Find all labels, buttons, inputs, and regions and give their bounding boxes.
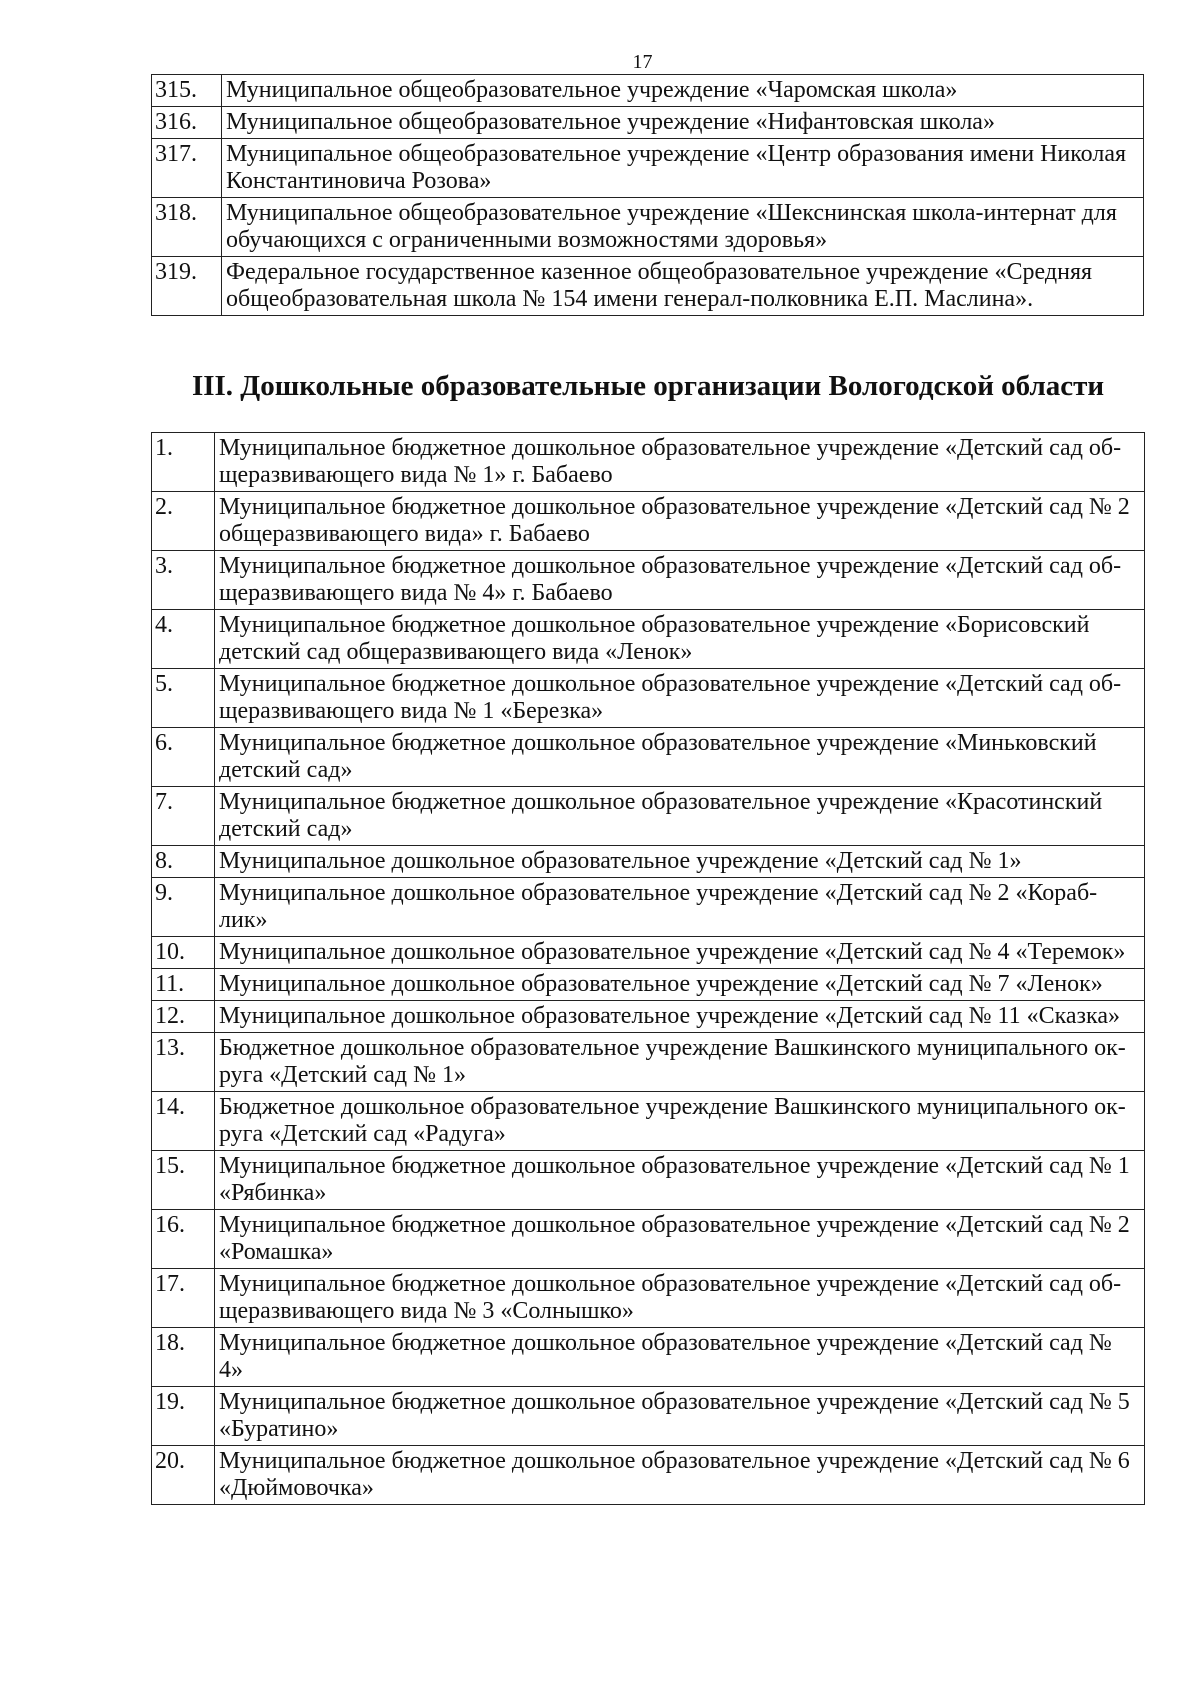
table-row [152, 139, 1144, 198]
institution-name: Муниципальное бюджетное дошкольное образовательное учреждение «Детский сад № 4» [215, 1328, 1145, 1387]
row-number: 15. [152, 1151, 215, 1210]
institution-name: Бюджетное дошкольное образовательное учреждение Вашкинского муниципального ок-руга «Детский сад № 1» [215, 1033, 1145, 1092]
table-row [152, 610, 1145, 669]
institution-name: Муниципальное бюджетное дошкольное образовательное учреждение «Детский сад № 6 «Дюймовочка» [215, 1446, 1145, 1505]
preschool-table-body [152, 433, 1145, 1505]
institution-name: Муниципальное бюджетное дошкольное образовательное учреждение «Красотинский детский сад» [215, 787, 1145, 846]
institution-name: Муниципальное бюджетное дошкольное образовательное учреждение «Детский сад № 5 «Буратино» [215, 1387, 1145, 1446]
institution-name: Муниципальное дошкольное образовательное учреждение «Детский сад № 11 «Сказка» [215, 1001, 1145, 1033]
table-row [152, 669, 1145, 728]
table-row [152, 1001, 1145, 1033]
row-number: 3. [152, 551, 215, 610]
table-row [152, 1387, 1145, 1446]
table-row [152, 1328, 1145, 1387]
institution-name: Муниципальное бюджетное дошкольное образовательное учреждение «Детский сад № 2 общеразвивающего вида» г. Бабаево [215, 492, 1145, 551]
table-row [152, 107, 1144, 139]
table-row [152, 1092, 1145, 1151]
schools-table-continued [151, 74, 1144, 316]
row-number: 315. [152, 75, 222, 107]
row-number: 16. [152, 1210, 215, 1269]
schools-table-body [152, 75, 1144, 316]
table-row [152, 728, 1145, 787]
table-row [152, 75, 1144, 107]
table-row [152, 492, 1145, 551]
row-number: 317. [152, 139, 222, 198]
row-number: 11. [152, 969, 215, 1001]
row-number: 13. [152, 1033, 215, 1092]
row-number: 10. [152, 937, 215, 969]
table-row [152, 846, 1145, 878]
section-title: III. Дошкольные образовательные организации Вологодской области [191, 370, 1105, 402]
table-row [152, 878, 1145, 937]
table-row [152, 969, 1145, 1001]
institution-name: Муниципальное общеобразовательное учреждение «Нифантовская школа» [222, 107, 1144, 139]
row-number: 19. [152, 1387, 215, 1446]
row-number: 9. [152, 878, 215, 937]
table-row [152, 1151, 1145, 1210]
row-number: 17. [152, 1269, 215, 1328]
row-number: 319. [152, 257, 222, 316]
row-number: 5. [152, 669, 215, 728]
institution-name: Муниципальное общеобразовательное учреждение «Шекснинская школа-интернат для обучающихся с ограниченными возможностями здоровья» [222, 198, 1144, 257]
institution-name: Муниципальное общеобразовательное учреждение «Центр образования имени Николая Константиновича Розова» [222, 139, 1144, 198]
row-number: 6. [152, 728, 215, 787]
row-number: 8. [152, 846, 215, 878]
institution-name: Муниципальное бюджетное дошкольное образовательное учреждение «Детский сад об-щеразвивающего вида № 4» г. Бабаево [215, 551, 1145, 610]
table-row [152, 551, 1145, 610]
institution-name: Муниципальное бюджетное дошкольное образовательное учреждение «Детский сад № 1 «Рябинка» [215, 1151, 1145, 1210]
institution-name: Муниципальное бюджетное дошкольное образовательное учреждение «Миньковский детский сад» [215, 728, 1145, 787]
table-row [152, 198, 1144, 257]
table-row [152, 433, 1145, 492]
row-number: 2. [152, 492, 215, 551]
row-number: 14. [152, 1092, 215, 1151]
row-number: 7. [152, 787, 215, 846]
preschool-table [151, 432, 1145, 1505]
row-number: 18. [152, 1328, 215, 1387]
row-number: 316. [152, 107, 222, 139]
institution-name: Федеральное государственное казенное общеобразовательное учреждение «Средняя общеобразовательная школа № 154 имени генерал-полковника Е.П. Маслина». [222, 257, 1144, 316]
row-number: 4. [152, 610, 215, 669]
institution-name: Муниципальное бюджетное дошкольное образовательное учреждение «Борисовский детский сад общеразвивающего вида «Ленок» [215, 610, 1145, 669]
table-row [152, 1446, 1145, 1505]
table-row [152, 1269, 1145, 1328]
table-row [152, 1033, 1145, 1092]
institution-name: Бюджетное дошкольное образовательное учреждение Вашкинского муниципального ок-руга «Детский сад «Радуга» [215, 1092, 1145, 1151]
institution-name: Муниципальное бюджетное дошкольное образовательное учреждение «Детский сад об-щеразвивающего вида № 1» г. Бабаево [215, 433, 1145, 492]
institution-name: Муниципальное дошкольное образовательное учреждение «Детский сад № 2 «Кораб-лик» [215, 878, 1145, 937]
table-row [152, 1210, 1145, 1269]
row-number: 12. [152, 1001, 215, 1033]
row-number: 318. [152, 198, 222, 257]
institution-name: Муниципальное бюджетное дошкольное образовательное учреждение «Детский сад об-щеразвивающего вида № 3 «Солнышко» [215, 1269, 1145, 1328]
table-row [152, 787, 1145, 846]
institution-name: Муниципальное бюджетное дошкольное образовательное учреждение «Детский сад об-щеразвивающего вида № 1 «Березка» [215, 669, 1145, 728]
table-row [152, 257, 1144, 316]
table-row [152, 937, 1145, 969]
institution-name: Муниципальное бюджетное дошкольное образовательное учреждение «Детский сад № 2 «Ромашка» [215, 1210, 1145, 1269]
row-number: 1. [152, 433, 215, 492]
institution-name: Муниципальное дошкольное образовательное учреждение «Детский сад № 4 «Теремок» [215, 937, 1145, 969]
institution-name: Муниципальное общеобразовательное учреждение «Чаромская школа» [222, 75, 1144, 107]
page-number: 17 [632, 51, 653, 73]
row-number: 20. [152, 1446, 215, 1505]
institution-name: Муниципальное дошкольное образовательное учреждение «Детский сад № 1» [215, 846, 1145, 878]
institution-name: Муниципальное дошкольное образовательное учреждение «Детский сад № 7 «Ленок» [215, 969, 1145, 1001]
